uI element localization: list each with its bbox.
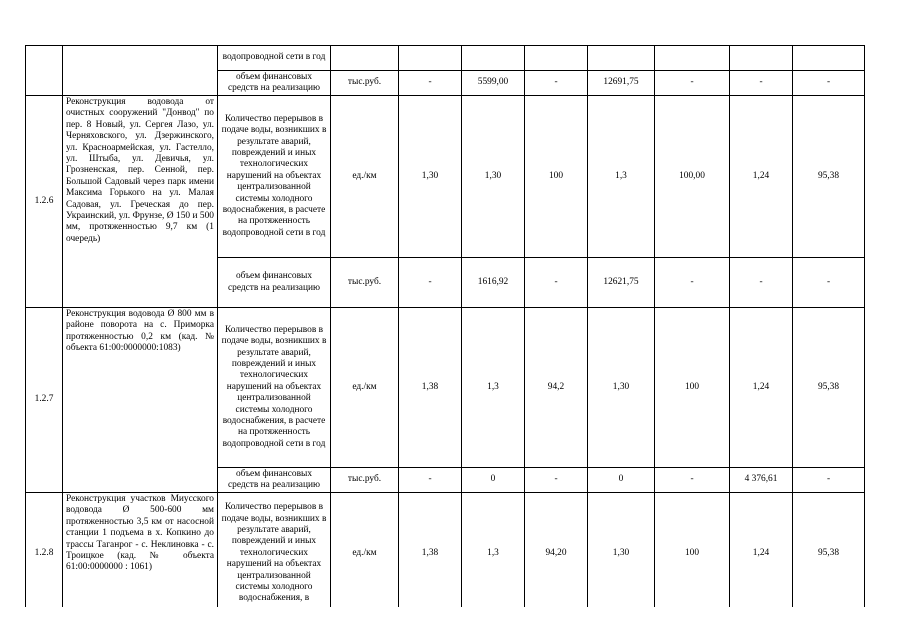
value-cell: - — [730, 71, 793, 96]
measure-name-cell — [63, 46, 218, 96]
unit-cell: ед./км — [331, 493, 399, 615]
value-cell: 5599,00 — [462, 71, 525, 96]
value-cell: - — [793, 468, 865, 493]
value-cell: 1,3 — [462, 493, 525, 615]
value-cell: - — [525, 258, 588, 308]
value-cell: 95,38 — [793, 308, 865, 468]
value-cell: 1,24 — [730, 96, 793, 258]
value-cell: 12691,75 — [588, 71, 655, 96]
indicator-cell: Количество перерывов в подаче воды, возникших в результате аварий, повреждений и иных технологических нарушений на объектах централизованной системы холодного водоснабжения, в расчете на протяженность водопроводной сети в год — [218, 96, 331, 258]
value-cell: 0 — [462, 468, 525, 493]
value-cell: 1,3 — [588, 96, 655, 258]
table-row — [26, 46, 865, 71]
value-cell: - — [399, 71, 462, 96]
value-cell: 94,20 — [525, 493, 588, 615]
value-cell: 1,30 — [588, 308, 655, 468]
value-cell: - — [730, 258, 793, 308]
finance-label-cell: объем финансовых средств на реализацию — [218, 258, 331, 308]
measure-name-cell: Реконструкция водовода Ø 800 мм в районе поворота на с. Приморка протяженностью 0,2 км (кад. № объекта 61:00:0000000:1083) — [63, 308, 218, 493]
value-cell: 100 — [655, 308, 730, 468]
value-cell: 12621,75 — [588, 258, 655, 308]
indicator-cell: Количество перерывов в подаче воды, возникших в результате аварий, повреждений и иных технологических нарушений на объектах централизованной системы холодного водоснабжения, в — [218, 493, 331, 615]
unit-cell: ед./км — [331, 96, 399, 258]
table-row — [26, 493, 865, 615]
row-number-cell — [26, 46, 63, 96]
value-cell: 1,24 — [730, 493, 793, 615]
value-cell: - — [655, 258, 730, 308]
unit-cell: тыс.руб. — [331, 71, 399, 96]
unit-cell: тыс.руб. — [331, 468, 399, 493]
value-cell: - — [793, 71, 865, 96]
value-cell: - — [655, 468, 730, 493]
value-cell: 1,38 — [399, 493, 462, 615]
value-cell: 0 — [588, 468, 655, 493]
value-cell: 1,30 — [399, 96, 462, 258]
row-number-cell: 1.2.8 — [26, 493, 63, 615]
table-row — [26, 96, 865, 258]
unit-cell: тыс.руб. — [331, 258, 399, 308]
value-cell: 94,2 — [525, 308, 588, 468]
finance-label-cell: объем финансовых средств на реализацию — [218, 71, 331, 96]
value-cell: 1,3 — [462, 308, 525, 468]
value-cell: 1616,92 — [462, 258, 525, 308]
value-cell: 100 — [525, 96, 588, 258]
value-cell: 100,00 — [655, 96, 730, 258]
measure-name-cell: Реконструкция участков Миусского водовода Ø 500-600 мм протяженностью 3,5 км от насосной станции 1 подъема в х. Копкино до трассы Таганрог - с. Неклиновка - с. Троицкое (кад. № объекта 61:00:0000000 : 1061) — [63, 493, 218, 615]
value-cell: 1,30 — [462, 96, 525, 258]
value-cell: 1,24 — [730, 308, 793, 468]
row-number-cell: 1.2.7 — [26, 308, 63, 493]
value-cell: 1,38 — [399, 308, 462, 468]
value-cell: 100 — [655, 493, 730, 615]
value-cell: 95,38 — [793, 493, 865, 615]
page-bottom-margin — [0, 607, 905, 640]
value-cell: - — [525, 468, 588, 493]
table-row — [26, 308, 865, 468]
indicator-cell: водопроводной сети в год — [218, 46, 331, 71]
value-cell: - — [399, 258, 462, 308]
value-cell: - — [525, 71, 588, 96]
value-cell: - — [793, 258, 865, 308]
measure-name-cell: Реконструкция водовода от очистных сооружений "Донвод" по пер. 8 Новый, ул. Сергея Лазо, ул. Черняховского, ул. Дзержинского, ул. Красноармейская, ул. Гастелло, ул. Штыба, ул. Девичья, ул. Грозненская, пер. Сенной, пер. Большой Садовый через парк имени Максима Горького на ул. Малая Садовая, ул. Греческая до пер. Украинский, ул. Фрунзе, Ø 150 и 500 мм, протяженностью 9,7 км (1 очередь) — [63, 96, 218, 308]
row-number-cell: 1.2.6 — [26, 96, 63, 308]
finance-label-cell: объем финансовых средств на реализацию — [218, 468, 331, 493]
indicator-cell: Количество перерывов в подаче воды, возникших в результате аварий, повреждений и иных технологических нарушений на объектах централизованной системы холодного водоснабжения, в расчете на протяженность водопроводной сети в год — [218, 308, 331, 468]
value-cell: - — [655, 71, 730, 96]
value-cell: 1,30 — [588, 493, 655, 615]
value-cell: 95,38 — [793, 96, 865, 258]
value-cell: - — [399, 468, 462, 493]
unit-cell: ед./км — [331, 308, 399, 468]
value-cell: 4 376,61 — [730, 468, 793, 493]
investment-program-table — [25, 45, 865, 615]
